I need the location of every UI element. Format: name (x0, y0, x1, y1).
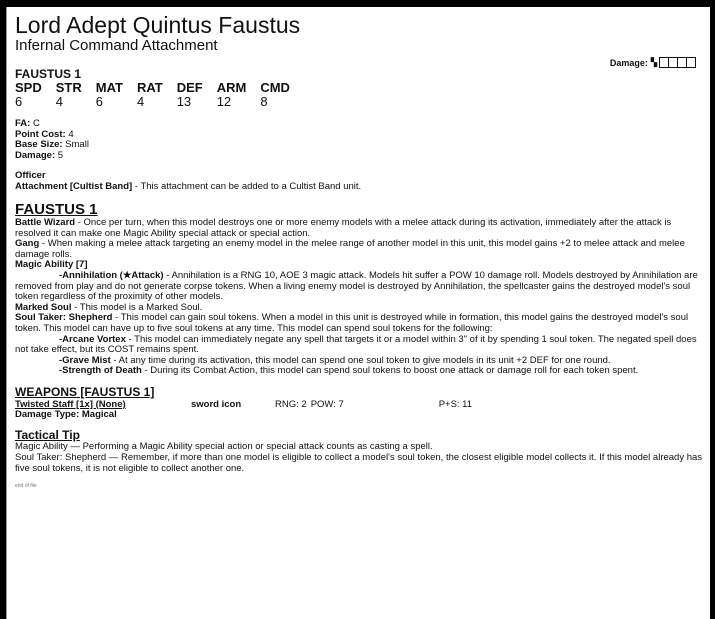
rule-text: - Once per turn, when this model destroys one or more enemy models with a melee attack during its activation, immediately after the attack is resolved it can make one Magic Ability special attack or special action. (15, 217, 672, 239)
rule-label: Soul Taker: Shepherd (15, 312, 113, 324)
rule-label: -Arcane Vortex (59, 333, 126, 345)
rule-label: -Strength of Death (59, 365, 142, 377)
damage-type: Damage Type: Magical (15, 408, 117, 420)
damage-cells (660, 57, 696, 68)
info-label: Point Cost: (15, 128, 66, 140)
info-label: FA: (15, 118, 31, 129)
end-marker: end of file (15, 483, 37, 490)
rule-text: - When making a melee attack targeting an enemy model in the melee range of another model in this unit, this model gains +2 to melee attack and melee damage rolls. (15, 238, 685, 260)
rule-paragraph (15, 366, 703, 377)
stat-header-def: DEF (176, 80, 203, 95)
info-value: C (32, 118, 40, 129)
stat-value-mat: 6 (95, 94, 103, 109)
damage-track-marker-icon: ▚ (650, 58, 657, 67)
info-row (15, 151, 703, 162)
officer-label: Officer (15, 170, 46, 181)
info-label: Base Size: (15, 139, 63, 150)
info-value: Small (65, 139, 89, 150)
stat-header-cmd: CMD (260, 80, 290, 95)
info-row (15, 130, 703, 141)
rule-paragraph (15, 218, 703, 239)
info-label: Damage: (15, 149, 56, 161)
rule-text: - This model can gain soul tokens. When a model in this unit is destroyed while in formation, this model gains the destroyed model's soul token. This model can have up to five soul tokens at any time. This model can spend soul tokens for the following: (15, 312, 689, 334)
weapon-rng: RNG: 2 (275, 398, 307, 410)
stat-value-def: 13 (176, 94, 192, 109)
rule-label: -Grave Mist (59, 354, 111, 366)
stat-value-row (15, 95, 304, 109)
attachment-rule (15, 182, 703, 193)
info-row (15, 140, 703, 151)
rule-label: Magic Ability [7] (15, 259, 88, 271)
damage-track-label: Damage: (609, 57, 648, 68)
stat-header-str: STR (55, 80, 82, 95)
weapon-row (15, 399, 703, 410)
rule-text: - This model is a Marked Soul. (71, 301, 203, 313)
rule-text: - During its Combat Action, this model can spend soul tokens to boost one attack or damage roll for each token spent. (141, 365, 639, 377)
rule-label: Gang (15, 238, 40, 250)
rule-text: - Annihilation is a RNG 10, AOE 3 magic attack. Models hit suffer a POW 10 damage roll. Models destroyed by Annihilation are removed from play and do not generate corpse tokens. When a living enemy model is destroyed by Annihilation, the spellcaster gains the destroyed model's soul token regardless of the proximity of other models. (15, 269, 698, 303)
card-page (6, 7, 710, 619)
weapon-pow: POW: 7 (310, 398, 344, 410)
rule-label: -Annihilation (★Attack) (59, 269, 164, 281)
weapon-ps: P+S: 11 (438, 398, 473, 410)
stat-header-mat: MAT (95, 80, 123, 95)
damage-track (610, 57, 696, 68)
stat-header-row (15, 81, 304, 95)
attachment-label: Attachment [Cultist Band] (15, 180, 133, 192)
section-title: FAUSTUS 1 (15, 201, 98, 218)
rule-label: Marked Soul (15, 301, 72, 313)
stat-value-arm: 12 (216, 94, 232, 109)
info-value: 5 (57, 149, 64, 161)
stat-value-str: 4 (55, 94, 63, 109)
stat-table (15, 81, 304, 109)
tactical-title: Tactical Tip (15, 428, 80, 443)
rule-paragraph (15, 335, 703, 356)
weapons-title: WEAPONS [FAUSTUS 1] (15, 384, 155, 399)
stat-header-spd: SPD (15, 80, 42, 95)
card-title: Lord Adept Quintus Faustus (15, 12, 301, 38)
damage-cell[interactable] (686, 57, 696, 68)
stat-value-cmd: 8 (260, 94, 268, 109)
weapon-name: Twisted Staff [1x] (None) (15, 398, 126, 410)
stat-header-arm: ARM (216, 80, 247, 95)
rule-label: Battle Wizard (15, 217, 76, 228)
info-block (15, 119, 703, 161)
info-value: 4 (68, 128, 74, 140)
rule-paragraph (15, 239, 703, 260)
card-content (15, 7, 703, 489)
card-subtitle: Infernal Command Attachment (15, 37, 218, 54)
rule-text: - This model can immediately negate any spell that targets it or a model within 3" of it by spending 1 soul token. The negated spell does not take effect, but its COST remains spent. (15, 333, 697, 356)
stat-value-spd: 6 (15, 94, 23, 109)
rule-text: - At any time during its activation, this model can spend one soul token to give models in its unit +2 DEF for one round. (110, 354, 611, 366)
rules-list (15, 218, 703, 377)
sword-icon: sword icon (191, 398, 242, 410)
tactical-line: Soul Taker: Shepherd — Remember, if more than one model is eligible to collect a model's soul token, the closest eligible model collects it. If this model already has five soul tokens, it is not eligible to collect another one. (15, 452, 703, 474)
attachment-text: - This attachment can be added to a Cultist Band unit. (132, 180, 362, 192)
model-name: FAUSTUS 1 (15, 67, 82, 81)
info-row (15, 119, 703, 130)
tactical-lines (15, 442, 703, 474)
stat-value-rat: 4 (136, 94, 145, 109)
stat-header-rat: RAT (136, 80, 163, 95)
rule-paragraph (15, 271, 703, 303)
rule-paragraph (15, 313, 703, 334)
tactical-line: Magic Ability — Performing a Magic Ability special action or special attack counts as casting a spell. (15, 441, 433, 453)
